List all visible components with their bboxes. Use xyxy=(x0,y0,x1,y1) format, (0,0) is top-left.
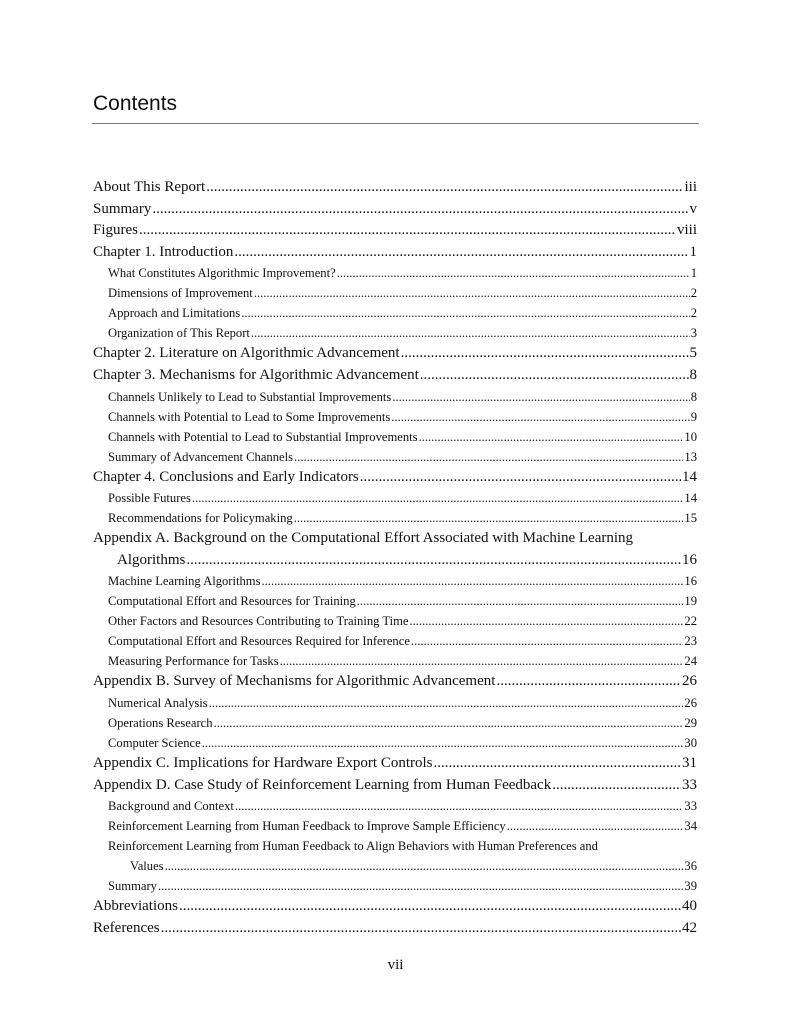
toc-entry[interactable] xyxy=(93,199,697,221)
toc-entry-title: What Constitutes Algorithmic Improvement? xyxy=(108,266,336,281)
toc-entry[interactable] xyxy=(93,651,697,671)
dot-leader xyxy=(214,713,684,733)
toc-entry-page: 22 xyxy=(684,614,697,629)
toc-entry-page: 14 xyxy=(682,468,697,485)
table-of-contents xyxy=(93,177,697,939)
toc-entry-page: 8 xyxy=(689,366,697,383)
dot-leader xyxy=(262,571,684,591)
dot-leader xyxy=(391,407,689,427)
toc-entry-title: Computer Science xyxy=(108,735,201,750)
dot-leader xyxy=(254,283,690,303)
toc-entry[interactable] xyxy=(93,550,697,572)
dot-leader xyxy=(401,343,689,365)
toc-entry-title: Measuring Performance for Tasks xyxy=(108,654,279,669)
toc-entry[interactable] xyxy=(93,591,697,611)
page-number: vii xyxy=(387,957,404,973)
toc-entry-page: 34 xyxy=(684,819,697,834)
toc-entry[interactable] xyxy=(93,896,697,918)
toc-entry[interactable] xyxy=(93,796,697,816)
toc-entry[interactable] xyxy=(93,467,697,489)
toc-entry-title: Possible Futures xyxy=(108,491,191,506)
dot-leader xyxy=(552,775,681,797)
toc-entry[interactable] xyxy=(93,571,697,591)
toc-entry[interactable] xyxy=(93,733,697,753)
dot-leader xyxy=(165,856,684,876)
dot-leader xyxy=(410,611,684,631)
toc-entry-title: Appendix C. Implications for Hardware Export Controls xyxy=(93,754,433,771)
toc-entry[interactable] xyxy=(93,220,697,242)
toc-entry-page: 3 xyxy=(690,326,697,341)
dot-leader xyxy=(152,199,688,221)
toc-entry-page: 15 xyxy=(684,511,697,526)
toc-entry-title: About This Report xyxy=(93,179,206,195)
dot-leader xyxy=(434,753,681,775)
toc-entry-page: 8 xyxy=(690,389,697,404)
toc-entry-page: 16 xyxy=(684,574,697,589)
toc-entry-title: Channels with Potential to Lead to Some Improvements xyxy=(108,409,391,424)
toc-entry[interactable] xyxy=(93,303,697,323)
toc-entry-title: Chapter 3. Mechanisms for Algorithmic Advancement xyxy=(93,366,419,383)
toc-entry-title: Other Factors and Resources Contributing to Training Time xyxy=(108,614,409,629)
toc-entry-page: 36 xyxy=(684,859,697,874)
toc-entry-title: Algorithms xyxy=(117,551,186,568)
toc-entry-title: Dimensions of Improvement xyxy=(108,286,253,301)
toc-entry[interactable] xyxy=(93,693,697,713)
toc-entry-title-line[interactable]: Appendix A. Background on the Computational Effort Associated with Machine Learning xyxy=(93,530,634,547)
toc-entry[interactable] xyxy=(93,713,697,733)
dot-leader xyxy=(202,733,684,753)
toc-entry[interactable] xyxy=(93,753,697,775)
toc-entry-title: Chapter 1. Introduction xyxy=(93,243,234,260)
toc-entry-page: 10 xyxy=(684,429,697,444)
toc-entry-title: Numerical Analysis xyxy=(108,695,208,710)
toc-entry-title: Summary xyxy=(108,879,157,894)
toc-entry[interactable] xyxy=(93,263,697,283)
dot-leader xyxy=(206,177,683,199)
toc-entry[interactable] xyxy=(93,508,697,528)
dot-leader xyxy=(209,693,684,713)
toc-entry-page: 42 xyxy=(682,919,697,936)
title-rule xyxy=(92,123,699,124)
toc-entry[interactable] xyxy=(93,611,697,631)
toc-entry-title: Organization of This Report xyxy=(108,326,250,341)
toc-entry-title: Appendix D. Case Study of Reinforcement Learning from Human Feedback xyxy=(93,776,552,793)
toc-entry[interactable] xyxy=(93,447,697,467)
toc-entry[interactable] xyxy=(93,671,697,693)
toc-entry-title: Recommendations for Policymaking xyxy=(108,511,293,526)
toc-entry-title: Chapter 4. Conclusions and Early Indicators xyxy=(93,468,359,485)
dot-leader xyxy=(337,263,690,283)
toc-entry-title: References xyxy=(93,919,160,936)
toc-entry-page: 2 xyxy=(690,306,697,321)
toc-entry-page: 24 xyxy=(684,654,697,669)
toc-entry-page: v xyxy=(689,200,697,217)
dot-leader xyxy=(392,387,689,407)
toc-entry-page: 13 xyxy=(684,449,697,464)
dot-leader xyxy=(235,796,683,816)
toc-entry-title: Abbreviations xyxy=(93,898,178,915)
dot-leader xyxy=(179,896,681,918)
toc-entry-title: Computational Effort and Resources Required for Inference xyxy=(108,634,410,649)
toc-entry-title: Channels Unlikely to Lead to Substantial Improvements xyxy=(108,389,392,404)
toc-entry-title: Machine Learning Algorithms xyxy=(108,574,261,589)
toc-entry[interactable] xyxy=(93,816,697,836)
toc-entry-page: iii xyxy=(684,179,697,195)
toc-entry-title: Computational Effort and Resources for Training xyxy=(108,594,356,609)
toc-entry-title: Approach and Limitations xyxy=(108,306,241,321)
toc-entry-title: Values xyxy=(130,859,164,874)
dot-leader xyxy=(294,447,683,467)
dot-leader xyxy=(234,242,688,264)
dot-leader xyxy=(241,303,689,323)
toc-entry[interactable] xyxy=(93,177,697,199)
dot-leader xyxy=(192,488,683,508)
toc-entry[interactable] xyxy=(93,365,697,387)
toc-entry-page: 1 xyxy=(689,243,697,260)
toc-entry[interactable] xyxy=(93,283,697,303)
toc-entry-title: Figures xyxy=(93,222,138,239)
toc-entry-page: 40 xyxy=(682,898,697,915)
toc-entry-title: Chapter 2. Literature on Algorithmic Advancement xyxy=(93,345,400,362)
toc-entry-page: 26 xyxy=(684,695,697,710)
toc-entry-page: 19 xyxy=(684,594,697,609)
toc-entry-page: 33 xyxy=(682,776,697,793)
toc-entry-page: 16 xyxy=(682,551,697,568)
toc-entry[interactable] xyxy=(93,488,697,508)
dot-leader xyxy=(357,591,684,611)
dot-leader xyxy=(411,631,683,651)
toc-entry-page: 9 xyxy=(690,409,697,424)
toc-entry-page: 5 xyxy=(689,345,697,362)
toc-entry-title: Channels with Potential to Lead to Substantial Improvements xyxy=(108,429,418,444)
toc-entry[interactable] xyxy=(93,427,697,447)
toc-entry-page: 14 xyxy=(684,491,697,506)
toc-entry-page: 39 xyxy=(684,879,697,894)
toc-entry[interactable] xyxy=(93,387,697,407)
toc-entry-title: Summary xyxy=(93,200,152,217)
toc-entry[interactable] xyxy=(93,323,697,343)
toc-entry-title: Reinforcement Learning from Human Feedback to Improve Sample Efficiency xyxy=(108,819,506,834)
dot-leader xyxy=(507,816,684,836)
toc-entry-page: 2 xyxy=(690,286,697,301)
toc-entry-page: 23 xyxy=(684,634,697,649)
toc-entry-page: viii xyxy=(676,222,697,239)
dot-leader xyxy=(294,508,684,528)
toc-entry-page: 26 xyxy=(682,673,697,690)
toc-entry-title: Operations Research xyxy=(108,715,213,730)
dot-leader xyxy=(280,651,684,671)
toc-entry[interactable] xyxy=(93,876,697,896)
dot-leader xyxy=(360,467,681,489)
dot-leader xyxy=(251,323,690,343)
page-title: Contents xyxy=(93,92,178,115)
toc-entry-page: 1 xyxy=(690,266,697,281)
dot-leader xyxy=(186,550,681,572)
dot-leader xyxy=(158,876,683,896)
toc-entry[interactable] xyxy=(93,242,697,264)
dot-leader xyxy=(420,365,689,387)
dot-leader xyxy=(419,427,684,447)
toc-entry-page: 33 xyxy=(684,799,697,814)
toc-entry-title-line[interactable]: Reinforcement Learning from Human Feedback to Align Behaviors with Human Preferences and xyxy=(108,839,598,854)
dot-leader xyxy=(161,918,681,940)
dot-leader xyxy=(139,220,676,242)
toc-entry[interactable] xyxy=(93,918,697,940)
toc-entry-title: Appendix B. Survey of Mechanisms for Algorithmic Advancement xyxy=(93,673,496,690)
dot-leader xyxy=(496,671,681,693)
toc-entry-page: 29 xyxy=(684,715,697,730)
toc-entry[interactable] xyxy=(93,631,697,651)
toc-entry[interactable] xyxy=(93,407,697,427)
toc-entry[interactable] xyxy=(93,343,697,365)
toc-entry-page: 31 xyxy=(682,754,697,771)
toc-entry-title: Background and Context xyxy=(108,799,234,814)
toc-entry-page: 30 xyxy=(684,735,697,750)
toc-entry[interactable] xyxy=(93,775,697,797)
toc-entry-title: Summary of Advancement Channels xyxy=(108,449,294,464)
toc-entry[interactable] xyxy=(93,856,697,876)
